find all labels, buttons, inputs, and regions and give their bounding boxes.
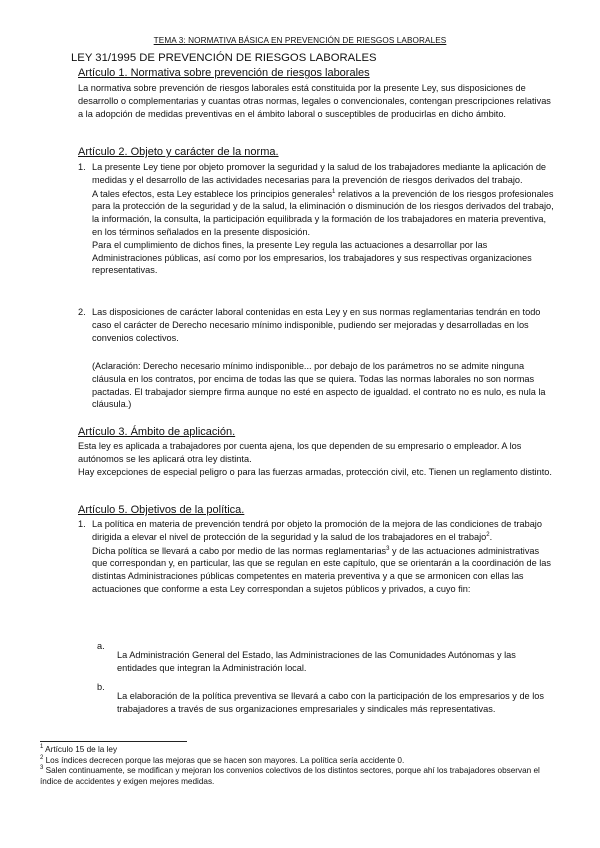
text-segment: La política en materia de prevención tendrá por objeto la promoción de la mejora de las condiciones de trabajo dirigida a elevar el nivel de protección de la seguridad y la salud de los trabajadores en el trabajo	[92, 519, 542, 542]
article-2-item-2	[78, 306, 556, 344]
law-title: LEY 31/1995 DE PREVENCIÓN DE RIESGOS LABORALES	[71, 52, 377, 64]
article-3-paragraph-1: Esta ley es aplicada a trabajadores por cuenta ajena, los que dependen de su empresario o empleador. A los autónomos se les aplicará otra ley distinta.	[78, 441, 522, 464]
footnote-number: 1	[40, 744, 44, 750]
article-2-note	[92, 360, 556, 411]
article-5-item-1-paragraph-1	[92, 518, 556, 544]
footnote-ref-3: 3	[386, 545, 390, 552]
sub-item-a-text: La Administración General del Estado, las Administraciones de las Comunidades Autónomas y las entidades que integran la Administración local.	[117, 650, 516, 673]
article-2-item-1-paragraph-1: La presente Ley tiene por objeto promover la seguridad y la salud de los trabajadores mediante la aplicación de medidas y el desarrollo de las actividades necesarias para la prevención de riesgos derivados del trabajo.	[92, 162, 547, 185]
clarification-note: (Aclaración: Derecho necesario mínimo indisponible... por debajo de los parámetros no se admite ninguna cláusula en los contratos, por encima de todas las que se quiera. Todas las normas laborales no son normas pactadas. El trabajador siempre firma aunque no esté en aspecto de igualdad. el contrato no es nulo, es nula la cláusula.)	[92, 361, 546, 410]
page-header: TEMA 3: NORMATIVA BÁSICA EN PREVENCIÓN DE RIESGOS LABORALES	[153, 36, 447, 45]
footnote-number: 2	[40, 754, 44, 761]
sub-list-label: a.	[97, 641, 105, 651]
text-segment: relativos a la prevención de los riesgos profesionales para la protección de la seguridad y de la salud, la eliminación o disminución de los riesgos derivados del trabajo, la información, la consulta, la participación equilibrada y la formación de los trabajadores en materia preventiva, en los términos señalados en la presente disposición.	[92, 188, 554, 237]
footnote-text: Los índices decrecen porque las mejoras que se hacen son mayores. La política sería accidente 0.	[43, 755, 405, 765]
footnote-number: 3	[40, 765, 44, 771]
article-2-item-1-paragraph-2	[92, 188, 556, 239]
footnote-1	[40, 745, 560, 756]
footnote-text: Salen continuamente, se modifican y mejoran los convenios colectivos de los distintos sectores, porque ahí los trabajadores observan el índice de accidentes y exigen mejores medidas.	[40, 766, 540, 786]
article-2-title: Artículo 2. Objeto y carácter de la norma.	[78, 146, 279, 158]
list-number: 2.	[78, 307, 86, 317]
footnote-divider	[40, 741, 187, 742]
article-3-paragraph-2: Hay excepciones de especial peligro o para las fuerzas armadas, protección civil, etc. Tienen un reglamento distinto.	[78, 466, 552, 477]
article-2-item-2-text: Las disposiciones de carácter laboral contenidas en esta Ley y en sus normas reglamentarias tendrán en todo caso el carácter de Derecho necesario mínimo indisponible, pudiendo ser mejoradas y desarrolladas en los convenios colectivos.	[92, 307, 541, 343]
footnote-3	[40, 766, 560, 787]
footnote-2	[40, 756, 560, 767]
footnote-ref-1: 1	[332, 188, 336, 195]
footnotes	[40, 745, 560, 787]
footnote-text: Artículo 15 de la ley	[43, 745, 118, 754]
article-5-item-1	[78, 518, 556, 596]
text-segment: A tales efectos, esta Ley establece los principios generales	[92, 188, 333, 199]
article-5-item-1-paragraph-2	[92, 545, 556, 596]
article-5-sub-b	[97, 681, 556, 725]
footnote-ref-2: 2	[486, 531, 490, 538]
sub-list-label: b.	[97, 682, 105, 692]
article-3-title: Artículo 3. Ámbito de aplicación.	[78, 426, 236, 438]
article-2-item-1	[78, 161, 556, 277]
text-segment: y de las actuaciones administrativas que correspondan y, en particular, las que se regulan en este capítulo, que se orientarán a la coordinación de las distintas Administraciones públicas competentes en materia preventiva y a que se armonicen con ellas las actuaciones que conforme a esta Ley correspondan a sujetos públicos y privados, a cuyo fin:	[92, 545, 551, 594]
list-number: 1.	[78, 519, 86, 529]
article-2-item-1-paragraph-3: Para el cumplimiento de dichos fines, la presente Ley regula las actuaciones a desarrollar por las Administraciones públicas, así como por los empresarios, los trabajadores y sus respectivas organizaciones representativas.	[92, 239, 532, 276]
article-3-text	[78, 440, 556, 478]
article-5-sub-a	[97, 640, 556, 684]
text-segment: .	[489, 531, 493, 542]
article-5-title: Artículo 5. Objetivos de la política.	[78, 504, 245, 516]
sub-item-b-text: La elaboración de la política preventiva se llevará a cabo con la participación de los empresarios y de los trabajadores a través de sus organizaciones empresariales y sindicales más representativas.	[117, 691, 544, 714]
article-1-text	[78, 82, 556, 120]
article-1-paragraph: La normativa sobre prevención de riesgos laborales está constituida por la presente Ley, sus disposiciones de desarrollo o complementarias y cuantas otras normas, legales o convencionales, contengan prescripciones relativas a la adopción de medidas preventivas en el ámbito laboral o susceptibles de producirlas en dicho ámbito.	[78, 83, 551, 119]
list-number: 1.	[78, 162, 86, 172]
article-1-title: Artículo 1. Normativa sobre prevención de riesgos laborales	[78, 67, 370, 79]
text-segment: Dicha política se llevará a cabo por medio de las normas reglamentarias	[92, 545, 387, 556]
